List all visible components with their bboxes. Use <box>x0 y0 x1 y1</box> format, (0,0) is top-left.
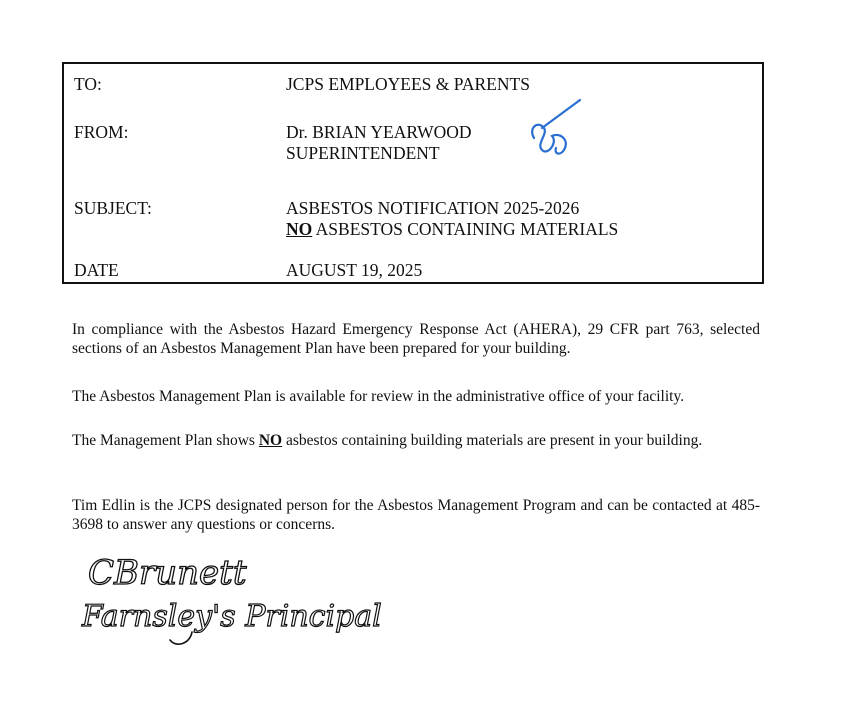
subject-line-2 <box>286 219 618 240</box>
from-value <box>286 122 472 164</box>
memo-header-box <box>62 62 764 284</box>
subject-label: SUBJECT: <box>74 198 152 218</box>
subject-value <box>286 198 618 240</box>
to-value: JCPS EMPLOYEES & PARENTS <box>286 74 530 94</box>
paragraph-ahera-compliance: In compliance with the Asbestos Hazard Emergency Response Act (AHERA), 29 CFR part 763, selected sections of an Asbestos Management Plan have been prepared for your building. <box>72 321 760 357</box>
subject-no-emphasis: NO <box>286 219 313 239</box>
principal-signature <box>80 540 382 660</box>
superintendent-initials-mark <box>524 98 584 162</box>
from-label: FROM: <box>74 122 129 142</box>
from-name: Dr. BRIAN YEARWOOD <box>286 122 472 142</box>
paragraph-plan-availability: The Asbestos Management Plan is available for review in the administrative office of your facility. <box>72 388 685 405</box>
date-label: DATE <box>74 260 119 280</box>
from-title: SUPERINTENDENT <box>286 143 440 163</box>
signature-line-2: Farnsley's Principal <box>82 599 382 634</box>
p3-no-emphasis: NO <box>258 432 283 449</box>
paragraph-contact-person: Tim Edlin is the JCPS designated person for the Asbestos Management Program and can be contacted at 485-3698 to answer any questions or concerns. <box>72 497 760 533</box>
subject-line-2-rest: ASBESTOS CONTAINING MATERIALS <box>312 219 619 239</box>
to-label: TO: <box>74 74 102 94</box>
subject-line-1: ASBESTOS NOTIFICATION 2025-2026 <box>286 198 580 218</box>
p3-before: The Management Plan shows <box>72 432 259 449</box>
paragraph-no-asbestos <box>72 431 760 450</box>
date-value: AUGUST 19, 2025 <box>286 260 423 280</box>
p3-after: asbestos containing building materials are present in your building. <box>282 432 703 449</box>
signature-line-1: CBrunett <box>88 553 247 593</box>
